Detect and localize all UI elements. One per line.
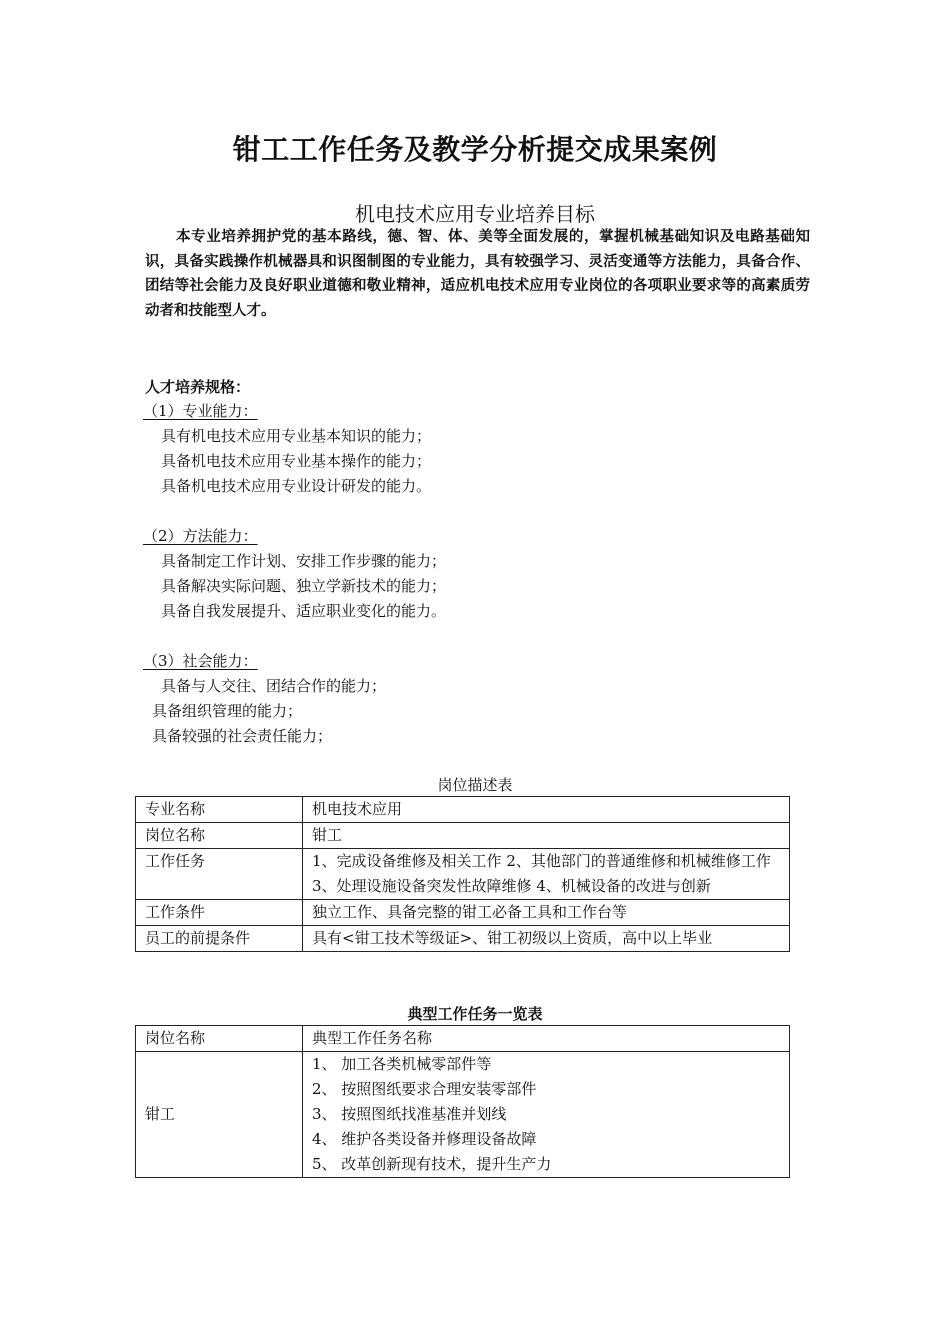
job-description-table: [135, 796, 790, 952]
list-item: 具备与人交往、团结合作的能力；: [161, 677, 387, 695]
task-item: 4、 维护各类设备并修理设备故障: [312, 1130, 537, 1148]
document-subtitle: 机电技术应用专业培养目标: [355, 202, 595, 226]
table-cell-label: 工作任务: [136, 849, 303, 900]
spec-heading: 人才培养规格：: [145, 378, 251, 396]
section-heading-social: （3）社会能力：: [143, 652, 258, 670]
table-cell-position: 钳工: [136, 1052, 303, 1178]
list-item: 具备自我发展提升、适应职业变化的能力。: [161, 602, 447, 620]
table-row: [136, 926, 790, 952]
table-cell-value: 钳工: [303, 823, 790, 849]
table-cell-value: 具有<钳工技术等级证>、钳工初级以上资质，高中以上毕业: [303, 926, 790, 952]
task-item: 1、 加工各类机械零部件等: [312, 1055, 492, 1073]
table-cell-value: 1、完成设备维修及相关工作 2、其他部门的普通维修和机械维修工作 3、处理设施设备突发性故障维修 4、机械设备的改进与创新: [303, 849, 790, 900]
section-heading-method: （2）方法能力：: [143, 527, 258, 545]
task-item: 3、 按照图纸找准基准并划线: [312, 1105, 507, 1123]
table-header-row: [136, 1026, 790, 1052]
list-item: 具备组织管理的能力；: [152, 702, 303, 720]
list-item: 具备制定工作计划、安排工作步骤的能力；: [161, 552, 447, 570]
table-cell-label: 员工的前提条件: [136, 926, 303, 952]
table-header-cell: 典型工作任务名称: [303, 1026, 790, 1052]
table-row: [136, 823, 790, 849]
table-row: [136, 849, 790, 900]
list-item: 具备较强的社会责任能力；: [152, 727, 333, 745]
task-item: 5、 改革创新现有技术，提升生产力: [312, 1155, 552, 1173]
table-cell-tasks: [303, 1052, 790, 1178]
list-item: 具备机电技术应用专业设计研发的能力。: [161, 477, 432, 495]
typical-tasks-table: [135, 1025, 790, 1178]
table-cell-label: 专业名称: [136, 797, 303, 823]
list-item: 具有机电技术应用专业基本知识的能力；: [161, 427, 432, 445]
section-heading-professional: （1）专业能力：: [143, 402, 258, 420]
table2-caption: 典型工作任务一览表: [407, 1005, 543, 1023]
table-row: [136, 797, 790, 823]
table-cell-label: 工作条件: [136, 900, 303, 926]
document-title: 钳工工作任务及教学分析提交成果案例: [232, 133, 718, 166]
list-item: 具备机电技术应用专业基本操作的能力；: [161, 452, 432, 470]
list-item: 具备解决实际问题、独立学新技术的能力；: [161, 577, 447, 595]
table-cell-value: 机电技术应用: [303, 797, 790, 823]
task-item: 2、 按照图纸要求合理安装零部件: [312, 1080, 537, 1098]
intro-paragraph: 本专业培养拥护党的基本路线，德、智、体、美等全面发展的，掌握机械基础知识及电路基础知识，具备实践操作机械器具和识图制图的专业能力，具有较强学习、灵活变通等方法能力，具备合作、团结等社会能力及良好职业道德和敬业精神，适应机电技术应用专业岗位的各项职业要求等的高素质劳动者和技能型人才。: [145, 229, 810, 319]
table-row: [136, 900, 790, 926]
table-cell-value: 独立工作、具备完整的钳工必备工具和工作台等: [303, 900, 790, 926]
table-header-cell: 岗位名称: [136, 1026, 303, 1052]
table-cell-label: 岗位名称: [136, 823, 303, 849]
table-row: [136, 1052, 790, 1178]
table1-caption: 岗位描述表: [437, 776, 513, 794]
